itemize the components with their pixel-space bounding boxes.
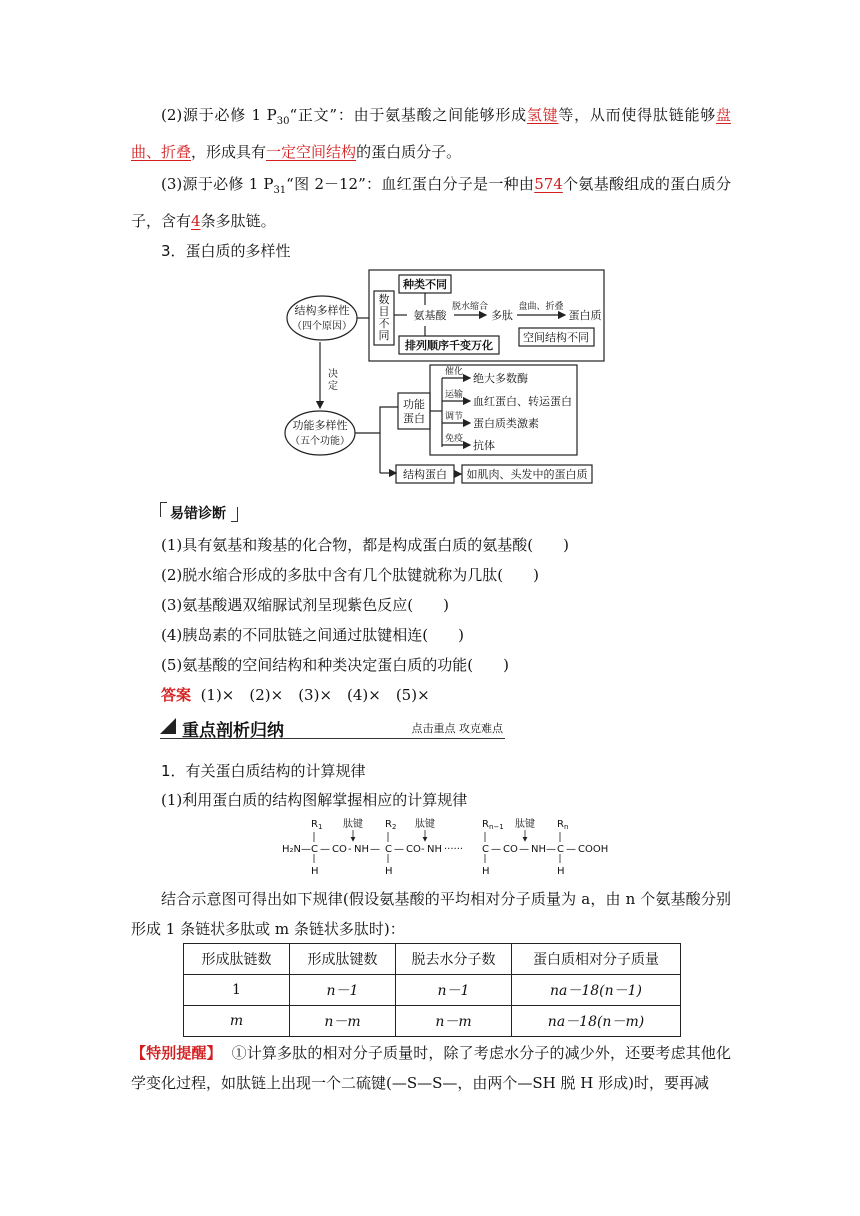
svg-text:绝大多数酶: 绝大多数酶 xyxy=(473,372,528,385)
protein-label: 蛋白质 xyxy=(568,309,602,322)
section-triangle-icon xyxy=(160,718,176,734)
svg-text:蛋白: 蛋白 xyxy=(403,412,425,425)
dehydration-label: 脱水缩合 xyxy=(451,302,489,312)
coil-fold-label: 盘曲、折叠 xyxy=(518,302,564,312)
answer-blank: 4 xyxy=(191,212,201,230)
svg-text:-: - xyxy=(348,844,352,855)
svg-text:H: H xyxy=(482,866,490,877)
svg-text:H: H xyxy=(311,866,319,877)
five-functions-label: （五个功能） xyxy=(290,436,350,447)
table-header-row: 形成肽链数 形成肽键数 脱去水分子数 蛋白质相对分子质量 xyxy=(184,944,681,975)
svg-text:COOH: COOH xyxy=(578,844,609,855)
function-diversity-label: 功能多样性 xyxy=(292,419,348,432)
svg-text:不: 不 xyxy=(378,317,390,330)
error-item: (3)氨基酸遇双缩脲试剂呈现紫色反应( ) xyxy=(161,596,449,614)
polypeptide-label: 多肽 xyxy=(491,309,513,322)
svg-text:调节: 调节 xyxy=(445,412,464,422)
section-header xyxy=(160,716,505,739)
answer-blank: 折叠 xyxy=(161,143,192,161)
svg-text:数: 数 xyxy=(378,293,390,306)
answer-blank: 盘曲、 xyxy=(131,106,731,161)
svg-text:CO: CO xyxy=(406,844,421,855)
answer-blank: 一定空间结构 xyxy=(266,143,357,161)
space-diff-label: 空间结构不同 xyxy=(523,331,589,344)
svg-text:—: — xyxy=(394,844,404,855)
svg-text:C: C xyxy=(482,844,489,855)
section-title: 重点剖析归纳 xyxy=(182,721,284,741)
special-note-label: 【特别提醒】 xyxy=(131,1044,222,1062)
svg-text:—: — xyxy=(519,844,529,855)
svg-text:—: — xyxy=(301,844,311,855)
paragraph-3: (3)源于必修 1 $P_{31}“$图 2－12”：血红蛋白分子是一种由574个氨基酸组成的蛋白质分子，含有4条多肽链。 xyxy=(131,175,731,230)
rule-subheading: (1)利用蛋白质的结构图解掌握相应的计算规律 xyxy=(161,791,468,809)
structure-diversity-ellipse xyxy=(287,296,357,340)
structural-protein-label: 结构蛋白 xyxy=(403,468,447,481)
svg-text:血红蛋白、转运蛋白: 血红蛋白、转运蛋白 xyxy=(473,395,572,408)
svg-text:-: - xyxy=(421,844,425,855)
svg-text:运输: 运输 xyxy=(445,390,464,400)
conclusion-paragraph: 结合示意图可得出如下规律(假设氨基酸的平均相对分子质量为 a，由 n 个氨基酸分别形成 1 条链状多肽或 m 条链状多肽时)： xyxy=(131,890,731,938)
peptide-bond-label: 肽键 xyxy=(343,819,363,830)
amino-acid-label: 氨基酸 xyxy=(413,309,447,322)
svg-text:决: 决 xyxy=(328,369,338,380)
answer-blank: 氢键 xyxy=(526,106,559,124)
answer-line: 答案 (1)× (2)× (3)× (4)× (5)× xyxy=(161,686,430,704)
svg-text:—: — xyxy=(566,844,576,855)
svg-text:目: 目 xyxy=(378,305,390,318)
protein-diversity-diagram xyxy=(280,265,620,490)
svg-text:C: C xyxy=(385,844,392,855)
section-subtitle: 点击重点 攻克难点 xyxy=(411,722,503,735)
type-diff-label: 种类不同 xyxy=(403,278,447,291)
error-item: (2)脱水缩合形成的多肽中含有几个肽键就称为几肽( ) xyxy=(161,566,539,584)
heading-protein-diversity: 3．蛋白质的多样性 xyxy=(161,242,291,260)
svg-text:NH: NH xyxy=(354,844,369,855)
calculation-table xyxy=(183,943,681,1037)
svg-text:CO: CO xyxy=(503,844,518,855)
svg-text:Rn: $R_n$ xyxy=(557,819,569,831)
svg-text:定: 定 xyxy=(328,381,338,392)
peptide-bond-label: 肽键 xyxy=(415,819,435,830)
svg-text:Rn−1: $R_{n-1}$ xyxy=(482,819,504,831)
svg-text:CO: CO xyxy=(332,844,347,855)
svg-text:—: — xyxy=(491,844,501,855)
function-diversity-ellipse xyxy=(285,411,355,455)
svg-text:NH: NH xyxy=(531,844,546,855)
svg-text:同: 同 xyxy=(378,329,390,342)
svg-text:H₂N: H₂N xyxy=(282,844,302,855)
svg-text:C: C xyxy=(311,844,318,855)
error-item: (1)具有氨基和羧基的化合物，都是构成蛋白质的氨基酸( ) xyxy=(161,536,569,554)
structural-example-label: 如肌肉、头发中的蛋白质 xyxy=(466,468,588,481)
svg-text:C: C xyxy=(557,844,564,855)
structure-diversity-label: 结构多样性 xyxy=(294,304,350,317)
table-row: 1 n－1 n－1 na－18(n－1) xyxy=(184,975,681,1006)
svg-text:R2: $R_2$ xyxy=(385,819,397,831)
svg-text:—: — xyxy=(546,844,556,855)
svg-text:—: — xyxy=(320,844,330,855)
error-item: (4)胰岛素的不同肽链之间通过肽键相连( ) xyxy=(161,626,464,644)
peptide-bond-label: 肽键 xyxy=(515,819,535,830)
svg-text:免疫: 免疫 xyxy=(445,434,464,444)
svg-text:NH: NH xyxy=(427,844,442,855)
answer-blank: 574 xyxy=(534,175,563,193)
svg-text:R1: $R_1$ xyxy=(311,819,323,831)
order-diff-label: 排列顺序千变万化 xyxy=(405,339,493,352)
svg-text:—: — xyxy=(370,844,380,855)
answer-label: 答案 xyxy=(161,686,192,704)
svg-text:H: H xyxy=(557,866,565,877)
svg-text:催化: 催化 xyxy=(445,367,464,377)
table-row: m n－m n－m na－18(n－m) xyxy=(184,1006,681,1037)
special-note: 【特别提醒】 ①计算多肽的相对分子质量时，除了考虑水分子的减少外，还要考虑其他化学变化过程，如肽链上出现一个二硫键(—S—S—，由两个—SH 脱 H 形成)时，要再减 xyxy=(131,1044,731,1092)
peptide-structure-formula xyxy=(280,815,620,877)
svg-text:······: ······ xyxy=(444,844,464,855)
rule-heading: 1．有关蛋白质结构的计算规律 xyxy=(161,762,366,780)
svg-text:蛋白质类激素: 蛋白质类激素 xyxy=(473,417,539,430)
svg-text:抗体: 抗体 xyxy=(473,439,495,452)
svg-text:H: H xyxy=(385,866,393,877)
error-diagnosis-tag: 易错诊断 xyxy=(160,502,238,522)
error-item: (5)氨基酸的空间结构和种类决定蛋白质的功能( ) xyxy=(161,656,509,674)
paragraph-2: (2)源于必修 1 $P_{30}“$正文”：由于氨基酸之间能够形成氢键等，从而使得肽链能够盘曲、折叠，形成具有一定空间结构的蛋白质分子。 xyxy=(131,106,731,161)
svg-text:功能: 功能 xyxy=(403,398,425,411)
four-reasons-label: （四个原因） xyxy=(292,321,352,332)
